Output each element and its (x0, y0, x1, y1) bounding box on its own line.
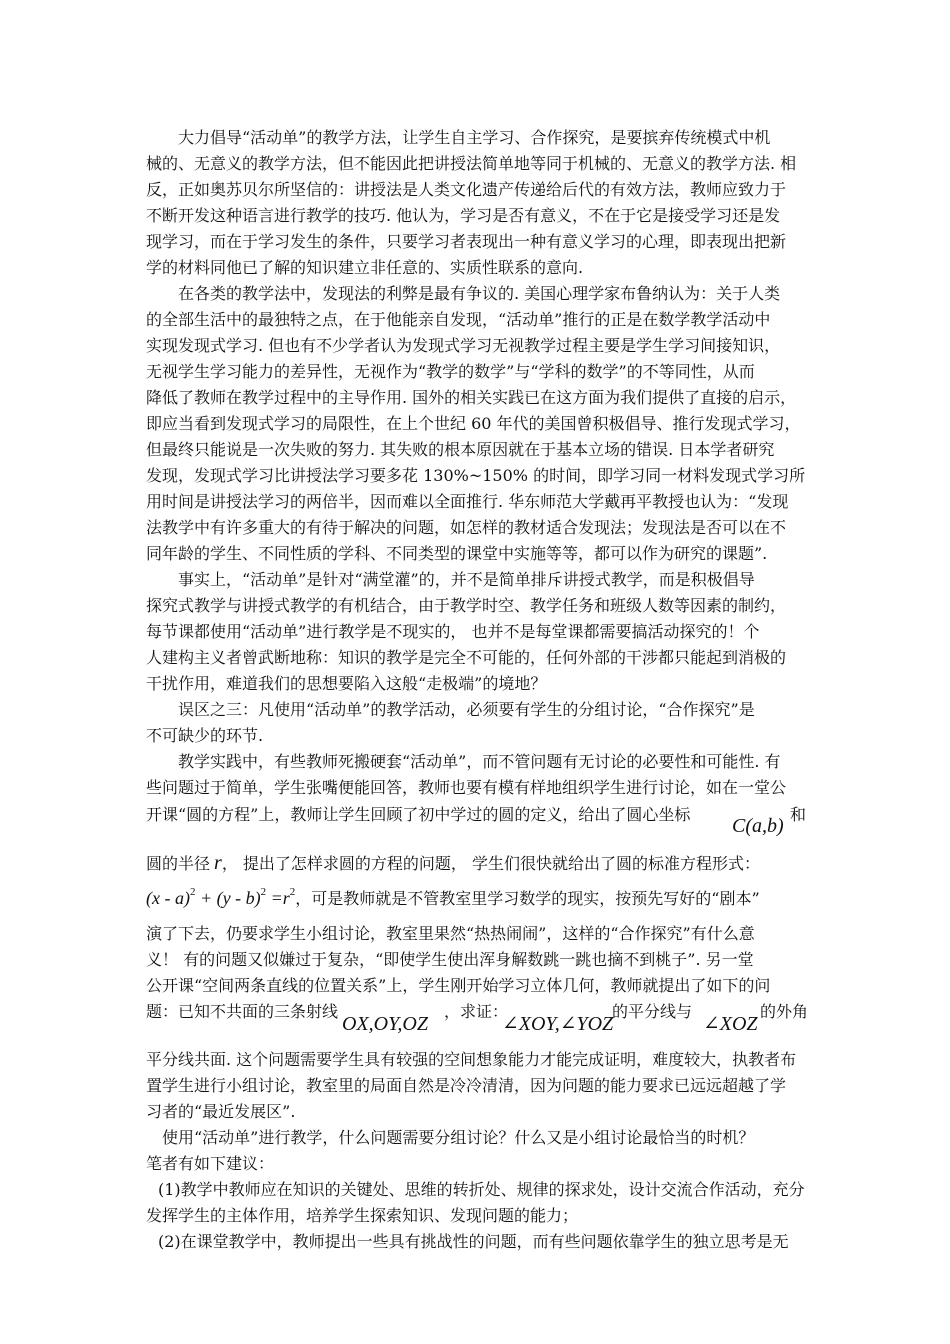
paragraph-line: 即应当看到发现式学习的局限性，在上个世纪 60 年代的美国曾积极倡导、推行发现式学习， (146, 414, 801, 433)
paragraph-line: 的全部生活中的最独特之点，在于他能亲自发现，“活动单”推行的正是在数学教学活动中 (146, 310, 771, 329)
paragraph-line: 题：已知不共面的三条射线 (146, 1002, 339, 1021)
math-rays: OX,OY,OZ (342, 1013, 428, 1035)
paragraph-line: 学的材料同他已了解的知识建立非任意的、实质性联系的意向. (146, 258, 584, 277)
paragraph-line: 义！ 有的问题又似嫌过于复杂，“即使学生使出浑身解数跳一跳也摘不到桃子”. 另一堂 (146, 950, 754, 969)
paragraph-line: 些问题过于简单，学生张嘴便能回答，教师也要有模有样地组织学生进行讨论，如在一堂公 (146, 778, 787, 797)
list-item: (1)教学中教师应在知识的关键处、思维的转折处、规律的探求处，设计交流合作活动，充分 (158, 1180, 805, 1199)
paragraph-line: 不断开发这种语言进行教学的技巧. 他认为，学习是否有意义，不在于它是接受学习还是发 (146, 206, 781, 225)
paragraph-line: 实现发现式学习. 但也有不少学者认为发现式学习无视教学过程主要是学生学习间接知识， (146, 336, 781, 355)
paragraph-line: 现学习，而在于学习发生的条件，只要学习者表现出一种有意义学习的心理，即表现出把新 (146, 232, 787, 251)
paragraph-line: 的平分线与 (612, 1002, 693, 1021)
paragraph-line: 探究式教学与讲授式教学的有机结合，由于教学时空、教学任务和班级人数等因素的制约， (146, 596, 787, 615)
paragraph-line: 开课“圆的方程”上，教师让学生回顾了初中学过的圆的定义，给出了圆心坐标 (146, 805, 691, 824)
paragraph-line: 习者的“最近发展区”. (146, 1102, 296, 1121)
math-equation-line: $(x - a)^2 + (y - b)^2 =r^2$，可是教师就是不管教室里学习数学的现实，按预先写好的“剧本” (146, 886, 760, 908)
paragraph-line: 但最终只能说是一次失败的努力. 其失败的根本原因就在于基本立场的错误. 日本学者研究 (146, 440, 775, 459)
list-item-continuation: 发挥学生的主体作用，培养学生探索知识、发现问题的能力； (146, 1206, 579, 1225)
paragraph-line: 发现，发现式学习比讲授法学习要多花 130%~150% 的时间，即学习同一材料发现式学习所 (146, 466, 806, 485)
paragraph-line: 干扰作用，难道我们的思想要陷入这般“走极端”的境地？ (146, 674, 547, 693)
paragraph-line: ，求证： (444, 1002, 509, 1021)
paragraph-line: 人建构主义者曾武断地称：知识的教学是完全不可能的，任何外部的干涉都只能起到消极的 (146, 648, 787, 667)
paragraph-line: 演了下去，仍要求学生小组讨论，教室里果然“热热闹闹”，这样的“合作探究”有什么意 (146, 924, 755, 943)
math-center-coordinate: C(a,b) (732, 815, 784, 837)
paragraph-line: 置学生进行小组讨论，教室里的局面自然是冷冷清清，因为问题的能力要求已远远超越了学 (146, 1076, 787, 1095)
paragraph-line: 同年龄的学生、不同性质的学科、不同类型的课堂中实施等等，都可以作为研究的课题”. (146, 544, 768, 563)
paragraph-line: 不可缺少的环节. (146, 726, 264, 745)
paragraph-line: 平分线共面. 这个问题需要学生具有较强的空间想象能力才能完成证明，难度较大，执教者布 (146, 1050, 797, 1069)
paragraph-line: 械的、无意义的教学方法，但不能因此把讲授法简单地等同于机械的、无意义的教学方法. 相 (146, 154, 797, 173)
paragraph-line: 笔者有如下建议： (146, 1154, 275, 1173)
paragraph-line: 公开课“空间两条直线的位置关系”上，学生刚开始学习立体几何，教师就提出了如下的问 (146, 976, 771, 995)
paragraph-line: 的外角 (760, 1002, 809, 1021)
paragraph-line: 降低了教师在教学过程中的主导作用. 国外的相关实践已在这方面为我们提供了直接的启示， (146, 388, 797, 407)
paragraph-line: 教学实践中，有些教师死搬硬套“活动单”，而不管问题有无讨论的必要性和可能性. 有 (178, 752, 781, 771)
paragraph-line: 使用“活动单”进行教学，什么问题需要分组讨论？什么又是小组讨论最恰当的时机？ (162, 1128, 755, 1147)
circle-equation: $(x - a)^2 + (y - b)^2 =r^2$ (146, 886, 296, 908)
paragraph-line: 每节课都使用“活动单”进行教学是不现实的， 也并不是每堂课都需要搞活动探究的！个 (146, 622, 760, 641)
paragraph-line: 和 (790, 805, 807, 824)
list-item: (2)在课堂教学中，教师提出一些具有挑战性的问题，而有些问题依靠学生的独立思考是无 (158, 1232, 789, 1251)
paragraph-line: 无视学生学习能力的差异性，无视作为“教学的数学”与“学科的数学”的不等同性，从而 (146, 362, 755, 381)
math-angle-xoz: ∠XOZ (703, 1013, 758, 1035)
paragraph-line: 误区之三：凡使用“活动单”的教学活动，必须要有学生的分组讨论，“合作探究”是 (178, 700, 755, 719)
math-angles: ∠XOY,∠YOZ (502, 1013, 614, 1035)
paragraph-line: 在各类的教学法中，发现法的利弊是最有争议的. 美国心理学家布鲁纳认为：关于人类 (178, 284, 781, 303)
paragraph-line: 事实上，“活动单”是针对“满堂灌”的，并不是简单排斥讲授式教学，而是积极倡导 (178, 570, 755, 589)
paragraph-line: 法教学中有许多重大的有待于解决的问题，如怎样的教材适合发现法；发现法是否可以在不 (146, 518, 787, 537)
paragraph-line: 反，正如奥苏贝尔所坚信的：讲授法是人类文化遗产传递给后代的有效方法，教师应致力于 (146, 180, 787, 199)
paragraph-line: 大力倡导“活动单”的教学方法，让学生自主学习、合作探究，是要摈弃传统模式中机 (178, 128, 771, 147)
paragraph-line: 圆的半径 r， 提出了怎样求圆的方程的问题， 学生们很快就给出了圆的标准方程形式： (146, 852, 760, 874)
paragraph-line: 用时间是讲授法学习的两倍半，因而难以全面推行. 华东师范大学戴再平教授也认为：“发现 (146, 492, 789, 511)
